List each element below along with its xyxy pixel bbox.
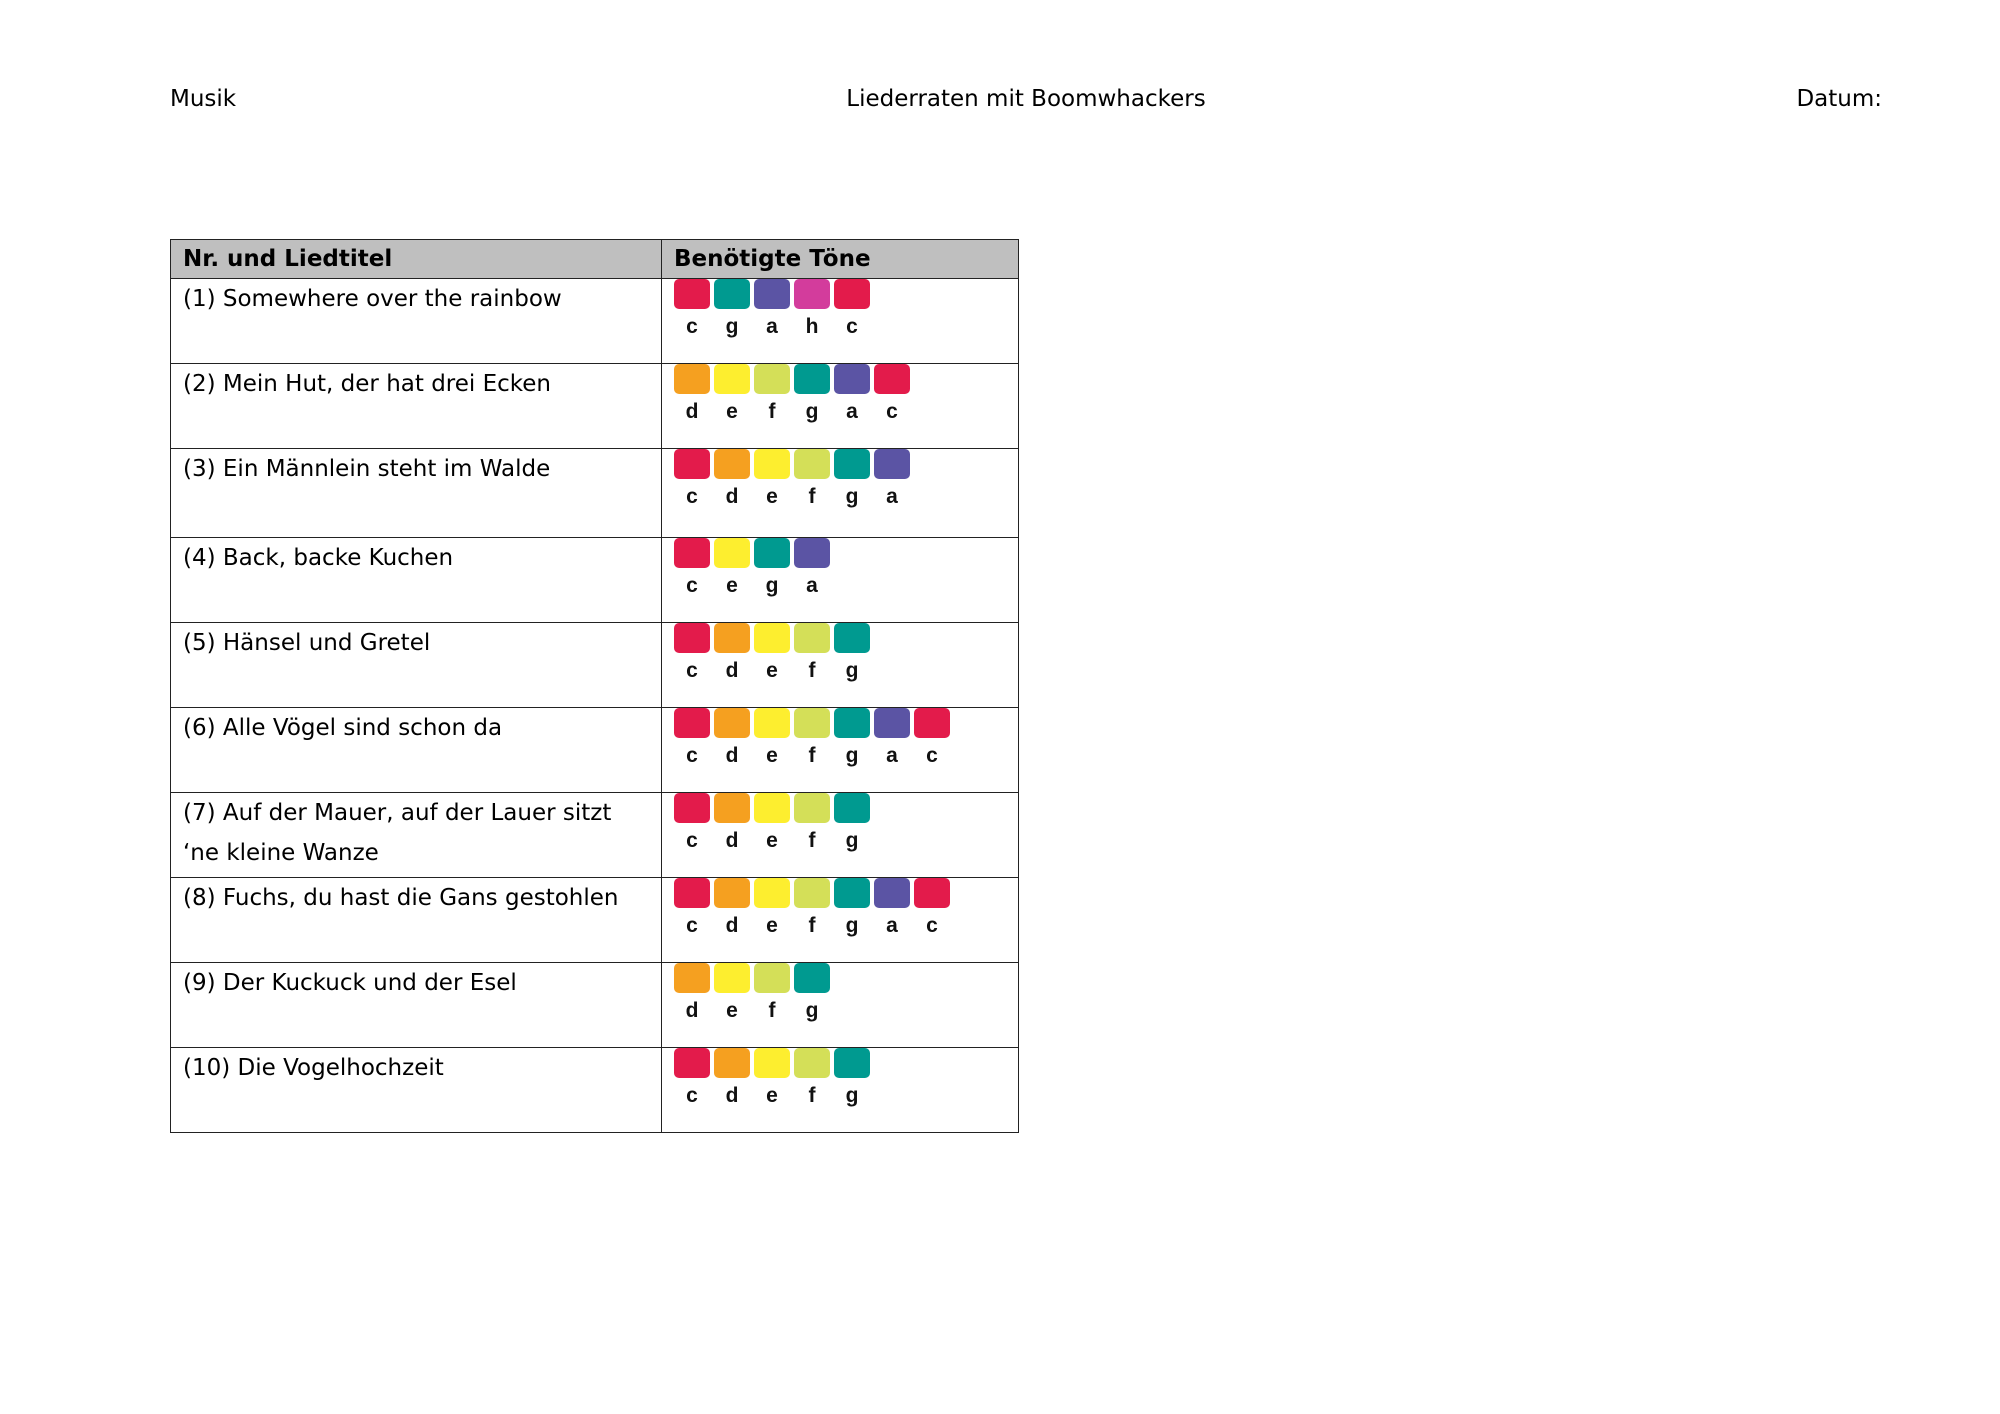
tone-e bbox=[754, 793, 790, 852]
tone-list bbox=[674, 279, 1006, 338]
table-row bbox=[171, 538, 1019, 623]
note-label: a bbox=[846, 400, 858, 423]
note-label: d bbox=[725, 1084, 739, 1107]
tone-c bbox=[834, 279, 870, 338]
tone-c bbox=[674, 623, 710, 682]
required-tones-cell bbox=[662, 963, 1019, 1048]
note-label: g bbox=[845, 485, 859, 508]
note-label: f bbox=[808, 914, 816, 937]
boomwhacker-color-swatch bbox=[834, 623, 870, 653]
boomwhacker-color-swatch bbox=[714, 708, 750, 738]
tone-e bbox=[714, 538, 750, 597]
boomwhacker-color-swatch bbox=[674, 279, 710, 309]
tone-list bbox=[674, 538, 1006, 597]
required-tones-cell bbox=[662, 878, 1019, 963]
note-label: e bbox=[726, 400, 738, 423]
boomwhacker-color-swatch bbox=[794, 708, 830, 738]
table-row bbox=[171, 878, 1019, 963]
tone-c bbox=[674, 1048, 710, 1107]
table-header-row bbox=[171, 240, 1019, 279]
tone-f bbox=[794, 793, 830, 852]
required-tones-cell bbox=[662, 623, 1019, 708]
boomwhacker-color-swatch bbox=[874, 449, 910, 479]
song-title: (7) Auf der Mauer, auf der Lauer sitzt ‘ne kleine Wanze bbox=[171, 793, 662, 878]
note-label: g bbox=[845, 744, 859, 767]
tone-d bbox=[714, 708, 750, 767]
boomwhacker-color-swatch bbox=[674, 963, 710, 993]
boomwhacker-color-swatch bbox=[754, 364, 790, 394]
boomwhacker-color-swatch bbox=[874, 878, 910, 908]
note-label: f bbox=[808, 744, 816, 767]
tone-c bbox=[914, 878, 950, 937]
note-label: f bbox=[808, 485, 816, 508]
note-label: g bbox=[845, 829, 859, 852]
note-label: c bbox=[686, 1084, 698, 1107]
tone-list bbox=[674, 623, 1006, 682]
note-label: a bbox=[886, 485, 898, 508]
tone-d bbox=[674, 963, 710, 1022]
table-row bbox=[171, 793, 1019, 878]
boomwhacker-color-swatch bbox=[794, 793, 830, 823]
tone-a bbox=[794, 538, 830, 597]
boomwhacker-color-swatch bbox=[794, 963, 830, 993]
tone-e bbox=[714, 364, 750, 423]
song-title: (10) Die Vogelhochzeit bbox=[171, 1048, 662, 1133]
note-label: e bbox=[726, 999, 738, 1022]
boomwhacker-color-swatch bbox=[674, 538, 710, 568]
tone-g bbox=[834, 623, 870, 682]
boomwhacker-color-swatch bbox=[714, 449, 750, 479]
boomwhacker-color-swatch bbox=[754, 1048, 790, 1078]
tone-a bbox=[874, 449, 910, 508]
note-label: f bbox=[808, 1084, 816, 1107]
note-label: e bbox=[726, 574, 738, 597]
tone-d bbox=[714, 878, 750, 937]
tone-list bbox=[674, 878, 1006, 937]
boomwhacker-color-swatch bbox=[874, 708, 910, 738]
boomwhacker-color-swatch bbox=[674, 793, 710, 823]
table-row bbox=[171, 279, 1019, 364]
boomwhacker-color-swatch bbox=[794, 364, 830, 394]
boomwhacker-color-swatch bbox=[714, 963, 750, 993]
note-label: a bbox=[886, 914, 898, 937]
tone-g bbox=[754, 538, 790, 597]
tone-f bbox=[754, 963, 790, 1022]
boomwhacker-color-swatch bbox=[874, 364, 910, 394]
boomwhacker-color-swatch bbox=[714, 538, 750, 568]
page-header bbox=[170, 86, 1882, 120]
boomwhacker-color-swatch bbox=[674, 623, 710, 653]
boomwhacker-color-swatch bbox=[674, 1048, 710, 1078]
boomwhacker-color-swatch bbox=[714, 364, 750, 394]
boomwhacker-color-swatch bbox=[714, 279, 750, 309]
table-row bbox=[171, 449, 1019, 538]
boomwhacker-color-swatch bbox=[794, 878, 830, 908]
tone-list bbox=[674, 449, 1006, 508]
boomwhacker-color-swatch bbox=[794, 1048, 830, 1078]
note-label: a bbox=[806, 574, 818, 597]
note-label: e bbox=[766, 744, 778, 767]
tone-e bbox=[754, 878, 790, 937]
tone-h bbox=[794, 279, 830, 338]
required-tones-cell bbox=[662, 364, 1019, 449]
boomwhacker-color-swatch bbox=[754, 793, 790, 823]
tone-d bbox=[714, 623, 750, 682]
table-row bbox=[171, 708, 1019, 793]
tone-g bbox=[834, 708, 870, 767]
table-row bbox=[171, 623, 1019, 708]
song-title: (9) Der Kuckuck und der Esel bbox=[171, 963, 662, 1048]
required-tones-cell bbox=[662, 538, 1019, 623]
tone-list bbox=[674, 963, 1006, 1022]
tone-list bbox=[674, 708, 1006, 767]
note-label: c bbox=[686, 659, 698, 682]
note-label: c bbox=[686, 574, 698, 597]
date-label: Datum: bbox=[1796, 86, 1882, 112]
column-header-tones: Benötigte Töne bbox=[662, 240, 1019, 279]
note-label: g bbox=[845, 1084, 859, 1107]
table-row bbox=[171, 364, 1019, 449]
note-label: c bbox=[886, 400, 898, 423]
song-title: (8) Fuchs, du hast die Gans gestohlen bbox=[171, 878, 662, 963]
boomwhacker-color-swatch bbox=[834, 878, 870, 908]
boomwhacker-color-swatch bbox=[794, 279, 830, 309]
note-label: a bbox=[766, 315, 778, 338]
boomwhacker-color-swatch bbox=[794, 449, 830, 479]
tone-list bbox=[674, 364, 1006, 423]
boomwhacker-color-swatch bbox=[754, 538, 790, 568]
note-label: g bbox=[805, 999, 819, 1022]
tone-e bbox=[754, 708, 790, 767]
boomwhacker-color-swatch bbox=[834, 364, 870, 394]
tone-a bbox=[874, 708, 910, 767]
note-label: c bbox=[686, 315, 698, 338]
boomwhacker-color-swatch bbox=[834, 279, 870, 309]
songs-table bbox=[170, 239, 1019, 1133]
note-label: c bbox=[686, 829, 698, 852]
required-tones-cell bbox=[662, 1048, 1019, 1133]
required-tones-cell bbox=[662, 279, 1019, 364]
table-row bbox=[171, 1048, 1019, 1133]
required-tones-cell bbox=[662, 708, 1019, 793]
tone-g bbox=[794, 963, 830, 1022]
boomwhacker-color-swatch bbox=[834, 449, 870, 479]
tone-f bbox=[794, 449, 830, 508]
boomwhacker-color-swatch bbox=[754, 708, 790, 738]
boomwhacker-color-swatch bbox=[674, 449, 710, 479]
song-title: (6) Alle Vögel sind schon da bbox=[171, 708, 662, 793]
note-label: d bbox=[685, 400, 699, 423]
tone-e bbox=[714, 963, 750, 1022]
tone-c bbox=[914, 708, 950, 767]
note-label: g bbox=[845, 914, 859, 937]
note-label: d bbox=[725, 659, 739, 682]
boomwhacker-color-swatch bbox=[834, 708, 870, 738]
note-label: e bbox=[766, 914, 778, 937]
note-label: a bbox=[886, 744, 898, 767]
table-row bbox=[171, 963, 1019, 1048]
tone-c bbox=[674, 538, 710, 597]
tone-e bbox=[754, 449, 790, 508]
tone-c bbox=[674, 793, 710, 852]
tone-list bbox=[674, 793, 1006, 852]
boomwhacker-color-swatch bbox=[674, 364, 710, 394]
tone-f bbox=[794, 1048, 830, 1107]
tone-c bbox=[674, 878, 710, 937]
boomwhacker-color-swatch bbox=[674, 878, 710, 908]
boomwhacker-color-swatch bbox=[754, 449, 790, 479]
note-label: e bbox=[766, 1084, 778, 1107]
required-tones-cell bbox=[662, 793, 1019, 878]
column-header-title: Nr. und Liedtitel bbox=[171, 240, 662, 279]
note-label: f bbox=[808, 659, 816, 682]
page-title: Liederraten mit Boomwhackers bbox=[846, 86, 1206, 112]
note-label: d bbox=[725, 744, 739, 767]
tone-c bbox=[674, 708, 710, 767]
note-label: d bbox=[725, 485, 739, 508]
tone-a bbox=[834, 364, 870, 423]
tone-g bbox=[834, 878, 870, 937]
tone-d bbox=[714, 449, 750, 508]
tone-f bbox=[794, 708, 830, 767]
tone-f bbox=[794, 623, 830, 682]
tone-g bbox=[794, 364, 830, 423]
note-label: f bbox=[768, 400, 776, 423]
boomwhacker-color-swatch bbox=[714, 878, 750, 908]
tone-d bbox=[674, 364, 710, 423]
boomwhacker-color-swatch bbox=[834, 1048, 870, 1078]
note-label: f bbox=[808, 829, 816, 852]
note-label: c bbox=[846, 315, 858, 338]
note-label: c bbox=[686, 744, 698, 767]
note-label: f bbox=[768, 999, 776, 1022]
song-title: (2) Mein Hut, der hat drei Ecken bbox=[171, 364, 662, 449]
boomwhacker-color-swatch bbox=[794, 538, 830, 568]
tone-g bbox=[834, 449, 870, 508]
boomwhacker-color-swatch bbox=[714, 623, 750, 653]
tone-e bbox=[754, 623, 790, 682]
note-label: h bbox=[805, 315, 819, 338]
note-label: d bbox=[685, 999, 699, 1022]
note-label: g bbox=[845, 659, 859, 682]
tone-list bbox=[674, 1048, 1006, 1107]
subject-label: Musik bbox=[170, 86, 237, 112]
note-label: d bbox=[725, 914, 739, 937]
tone-g bbox=[834, 1048, 870, 1107]
note-label: e bbox=[766, 485, 778, 508]
tone-e bbox=[754, 1048, 790, 1107]
boomwhacker-color-swatch bbox=[794, 623, 830, 653]
note-label: c bbox=[926, 914, 938, 937]
tone-f bbox=[754, 364, 790, 423]
note-label: g bbox=[765, 574, 779, 597]
note-label: e bbox=[766, 829, 778, 852]
table-body bbox=[171, 279, 1019, 1133]
note-label: c bbox=[926, 744, 938, 767]
required-tones-cell bbox=[662, 449, 1019, 538]
song-title: (4) Back, backe Kuchen bbox=[171, 538, 662, 623]
note-label: g bbox=[725, 315, 739, 338]
boomwhacker-color-swatch bbox=[914, 708, 950, 738]
note-label: c bbox=[686, 914, 698, 937]
tone-d bbox=[714, 793, 750, 852]
boomwhacker-color-swatch bbox=[754, 963, 790, 993]
tone-c bbox=[674, 279, 710, 338]
note-label: d bbox=[725, 829, 739, 852]
boomwhacker-color-swatch bbox=[914, 878, 950, 908]
boomwhacker-color-swatch bbox=[674, 708, 710, 738]
song-title: (1) Somewhere over the rainbow bbox=[171, 279, 662, 364]
tone-f bbox=[794, 878, 830, 937]
tone-d bbox=[714, 1048, 750, 1107]
boomwhacker-color-swatch bbox=[754, 878, 790, 908]
boomwhacker-color-swatch bbox=[834, 793, 870, 823]
song-title: (3) Ein Männlein steht im Walde bbox=[171, 449, 662, 538]
tone-c bbox=[874, 364, 910, 423]
boomwhacker-color-swatch bbox=[714, 793, 750, 823]
tone-a bbox=[754, 279, 790, 338]
boomwhacker-color-swatch bbox=[754, 279, 790, 309]
tone-g bbox=[834, 793, 870, 852]
boomwhacker-color-swatch bbox=[754, 623, 790, 653]
boomwhacker-color-swatch bbox=[714, 1048, 750, 1078]
tone-c bbox=[674, 449, 710, 508]
song-title: (5) Hänsel und Gretel bbox=[171, 623, 662, 708]
note-label: g bbox=[805, 400, 819, 423]
note-label: c bbox=[686, 485, 698, 508]
tone-a bbox=[874, 878, 910, 937]
tone-g bbox=[714, 279, 750, 338]
note-label: e bbox=[766, 659, 778, 682]
